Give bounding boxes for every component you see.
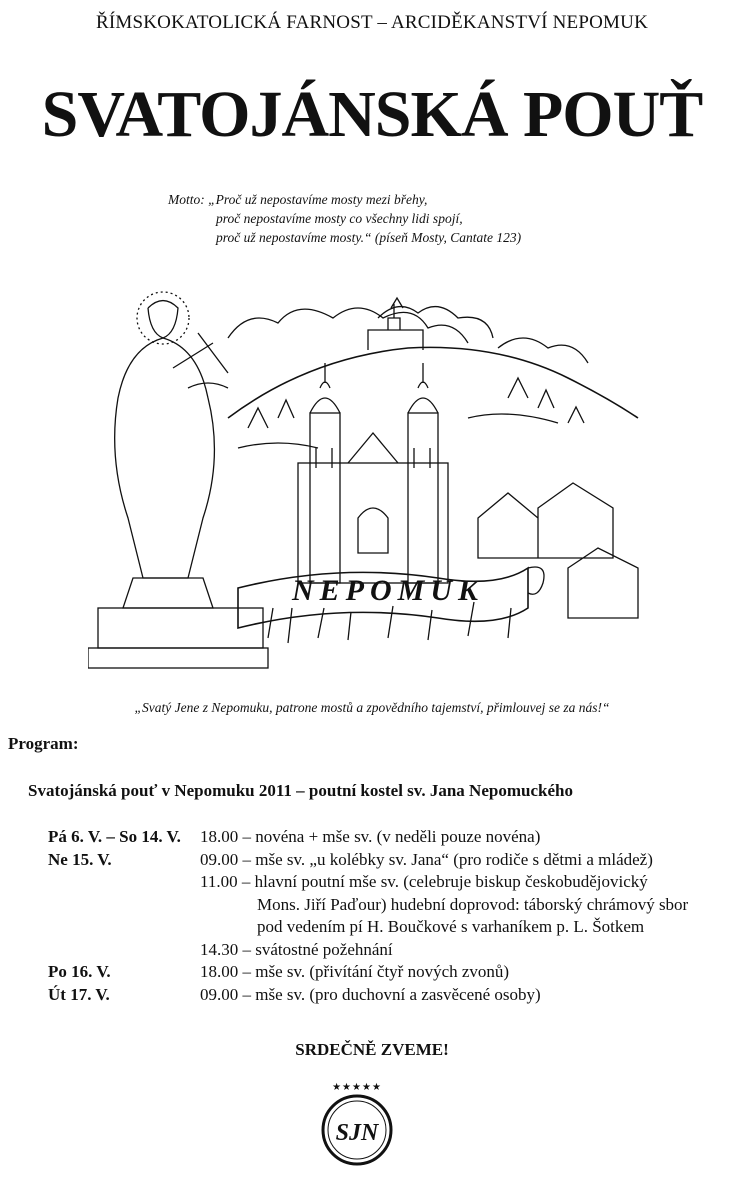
schedule-day: Pá 6. V. – So 14. V. [48, 827, 181, 846]
schedule-row [48, 826, 728, 849]
schedule-line: pod vedením pí H. Boučkové s varhaníkem p. L. Šotkem [257, 917, 645, 936]
motto-line-1: Motto: „Proč už nepostavíme mosty mezi břehy, [168, 192, 428, 207]
schedule-line: 09.00 – mše sv. „u kolébky sv. Jana“ (pro rodiče s dětmi a mládež) [200, 849, 653, 869]
schedule-row [48, 961, 728, 984]
schedule-event [200, 826, 728, 849]
logo-monogram: SJN [335, 1120, 379, 1146]
motto-line-2: proč nepostavíme mosty co všechny lidi spojí, [216, 211, 463, 226]
schedule-line: 11.00 – hlavní poutní mše sv. (celebruje biskup českobudějovický [200, 872, 648, 891]
invitation: SRDEČNĚ ZVEME! [295, 1040, 449, 1059]
parish-header: ŘÍMSKOKATOLICKÁ FARNOST – ARCIDĚKANSTVÍ NEPOMUK [95, 12, 648, 33]
program-title: Svatojánská pouť v Nepomuku 2011 – poutní kostel sv. Jana Nepomuckého [28, 781, 573, 800]
schedule-row [48, 849, 728, 872]
program-label: Program: [8, 734, 79, 753]
nepomuk-illustration [88, 278, 648, 680]
schedule-row [48, 939, 728, 962]
schedule-line: 09.00 – mše sv. (pro duchovní a zasvěcené osoby) [200, 984, 541, 1004]
motto-line-3: proč už nepostavíme mosty.“ (píseň Mosty, Cantate 123) [216, 230, 522, 245]
logo-stars: ★★★★★ [332, 1082, 382, 1093]
page-title: SVATOJÁNSKÁ POUŤ [41, 78, 703, 151]
schedule-row [48, 871, 728, 939]
schedule-line: 18.00 – novéna + mše sv. (v neděli pouze novéna) [200, 827, 541, 846]
schedule-day: Ne 15. V. [48, 849, 112, 869]
schedule-day: Po 16. V. [48, 962, 111, 981]
schedule-event [200, 871, 728, 939]
schedule [48, 826, 728, 1006]
schedule-event [200, 984, 728, 1007]
prayer-quote: „Svatý Jene z Nepomuku, patrone mostů a zpovědního tajemství, přimlouvej se za nás!“ [134, 700, 610, 715]
schedule-event [200, 961, 728, 984]
illustration-banner-text: NEPOMUK [291, 574, 485, 607]
schedule-line: 18.00 – mše sv. (přivítání čtyř nových zvonů) [200, 962, 510, 981]
schedule-event [200, 849, 728, 872]
schedule-day [48, 871, 200, 939]
schedule-line: 14.30 – svátostné požehnání [200, 939, 393, 959]
schedule-day [48, 939, 200, 962]
motto [168, 190, 521, 247]
schedule-event [200, 939, 728, 962]
parish-logo [314, 1076, 400, 1168]
schedule-line: Mons. Jiří Paďour) hudební doprovod: táborský chrámový sbor [257, 894, 689, 914]
schedule-day: Út 17. V. [48, 984, 110, 1004]
schedule-row [48, 984, 728, 1007]
